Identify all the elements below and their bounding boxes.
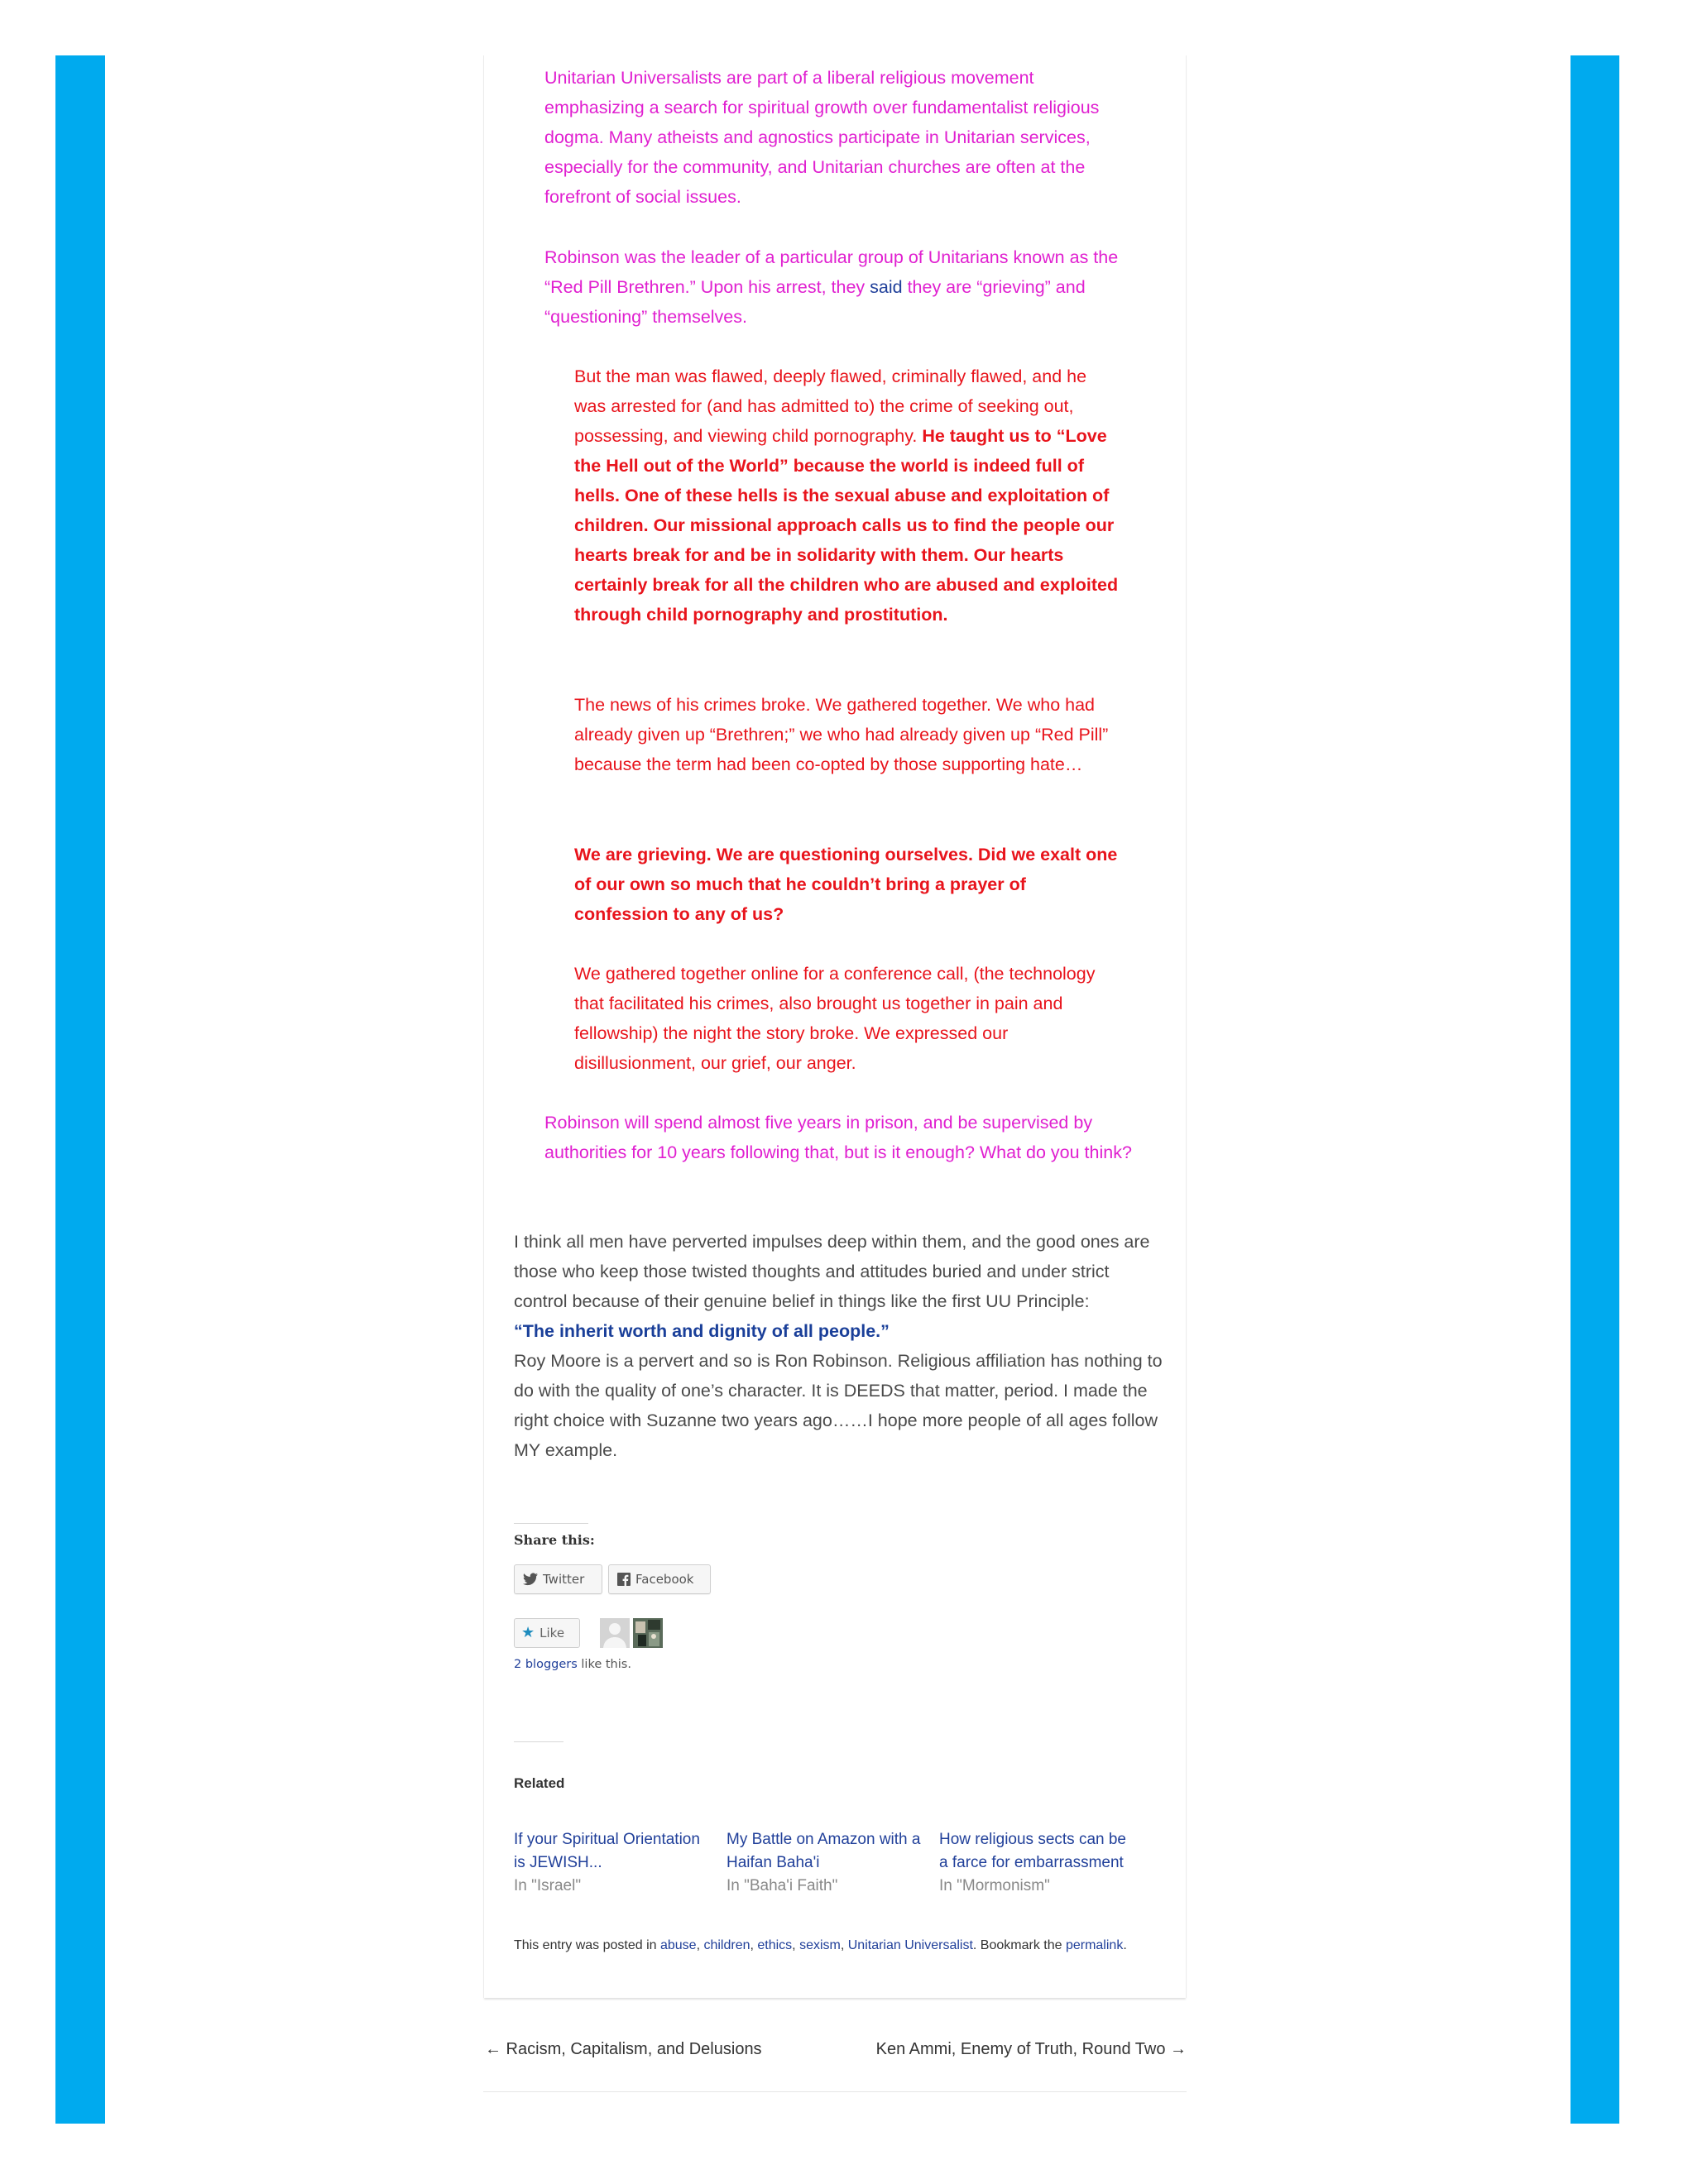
quote-inner-text: But the man was flawed, deeply flawed, criminally flawed, and he was arrested for (and has admitted to) the crime of seeking out, possessing, and viewing child pornography. [574, 366, 1087, 446]
category-link-ethics[interactable]: ethics [757, 1938, 793, 1952]
like-button[interactable] [514, 1618, 580, 1648]
post-nav-divider [483, 2091, 1187, 2092]
facebook-label: Facebook [635, 1572, 694, 1587]
quote-inner-paragraph-2: The news of his crimes broke. We gathered together. We who had already given up “Brethren;” we who had already given up “Red Pill” because the term had been co-opted by those supporting hate… [574, 695, 1109, 774]
share-separator [514, 1523, 588, 1524]
quote-inner-bold-text: He taught us to “Love the Hell out of the World” because the world is indeed full of hells. One of these hells is the sexual abuse and exploitation of children. Our missional approach calls us to find the people our hearts break for and be in solidarity with them. Our hearts certainly break for all the children who are abused and exploited through child pornography and prostitution. [574, 426, 1119, 625]
likes-count [514, 1658, 631, 1671]
permalink-link[interactable]: permalink [1065, 1938, 1124, 1952]
body-conclusion: Roy Moore is a pervert and so is Ron Robinson. Religious affiliation has nothing to do with the quality of one’s character. It is DEEDS that matter, period. I made the right choice with Suzanne two years ago……I hope more people of all ages follow MY example. [514, 1351, 1163, 1460]
left-sidebar-bar [55, 55, 105, 2124]
twitter-icon [523, 1573, 538, 1586]
likes-count-link[interactable]: 2 bloggers [514, 1658, 578, 1671]
related-post-context: In "Israel" [514, 1877, 582, 1894]
category-link-sexism[interactable]: sexism [799, 1938, 841, 1952]
likes-suffix: like this. [577, 1658, 631, 1671]
right-sidebar-bar [1571, 55, 1619, 2124]
body-paragraph [514, 1227, 1168, 1465]
quote-inner-paragraph-1 [574, 362, 1120, 630]
entry-meta: This entry was posted in abuse, children, ethics, sexism, Unitarian Universalist. Bookmark the permalink. [514, 1938, 1127, 1952]
quote-outer-paragraph-2 [544, 242, 1132, 332]
quote-inner-paragraph-4: We gathered together online for a conference call, (the technology that facilitated his crimes, also brought us together in pain and fellowship) the night the story broke. We expressed our disillusionment, our grief, our anger. [574, 964, 1096, 1073]
quote-outer-text: they are “grieving” and “questioning” themselves. [544, 277, 1086, 327]
share-title: Share this: [514, 1532, 595, 1548]
quote-inner-paragraph-3 [574, 840, 1120, 929]
related-heading: Related [514, 1775, 565, 1791]
share-facebook-button[interactable] [608, 1564, 711, 1594]
uu-principle: “The inherit worth and dignity of all people.” [514, 1321, 890, 1341]
entry-meta-prefix: This entry was posted in [514, 1938, 660, 1952]
quote-inner-bold-text: We are grieving. We are questioning ourselves. Did we exalt one of our own so much that he couldn’t bring a prayer of confession to any of us? [574, 845, 1118, 924]
quote-outer-paragraph-3: Robinson will spend almost five years in prison, and be supervised by authorities for 10 years following that, but is it enough? What do you think? [544, 1113, 1132, 1162]
related-separator [514, 1741, 563, 1742]
category-link-unitarian-universalist[interactable]: Unitarian Universalist [847, 1938, 973, 1952]
category-link-abuse[interactable]: abuse [659, 1938, 697, 1952]
related-post-context: In "Baha'i Faith" [727, 1877, 838, 1894]
star-icon: ★ [521, 1624, 535, 1641]
avatar[interactable] [600, 1618, 630, 1648]
facebook-icon [617, 1573, 631, 1586]
next-post-link[interactable]: Ken Ammi, Enemy of Truth, Round Two → [875, 2040, 1187, 2058]
related-post [939, 1828, 1138, 1898]
entry-meta-bookmark: . Bookmark the [972, 1938, 1066, 1952]
related-post-link[interactable]: If your Spiritual Orientation is JEWISH... [514, 1831, 700, 1871]
related-post-link[interactable]: My Battle on Amazon with a Haifan Baha'i [727, 1831, 921, 1871]
related-post [514, 1828, 712, 1898]
previous-post-link[interactable]: ← Racism, Capitalism, and Delusions [485, 2040, 762, 2058]
twitter-label: Twitter [543, 1572, 585, 1587]
entry-meta-end: . [1123, 1938, 1127, 1952]
quote-outer-paragraph-1: Unitarian Universalists are part of a liberal religious movement emphasizing a search for spiritual growth over fundamentalist religious dogma. Many atheists and agnostics participate in Unitarian services, especially for the community, and Unitarian churches are often at the forefront of social issues. [544, 68, 1100, 207]
related-post [727, 1828, 925, 1898]
related-post-context: In "Mormonism" [939, 1877, 1050, 1894]
related-post-link[interactable]: How religious sects can be a farce for embarrassment [939, 1831, 1126, 1871]
category-link-children[interactable]: children [703, 1938, 750, 1952]
quote-outer-text: Robinson was the leader of a particular group of Unitarians known as the “Red Pill Brethren.” Upon his arrest, they [544, 247, 1119, 297]
avatar[interactable] [633, 1618, 663, 1648]
share-twitter-button[interactable] [514, 1564, 602, 1594]
body-intro: I think all men have perverted impulses deep within them, and the good ones are those who keep those twisted thoughts and attitudes buried and under strict control because of their genuine belief in things like the first UU Principle: [514, 1232, 1150, 1311]
like-label: Like [539, 1626, 565, 1640]
said-link[interactable]: said [870, 277, 903, 297]
